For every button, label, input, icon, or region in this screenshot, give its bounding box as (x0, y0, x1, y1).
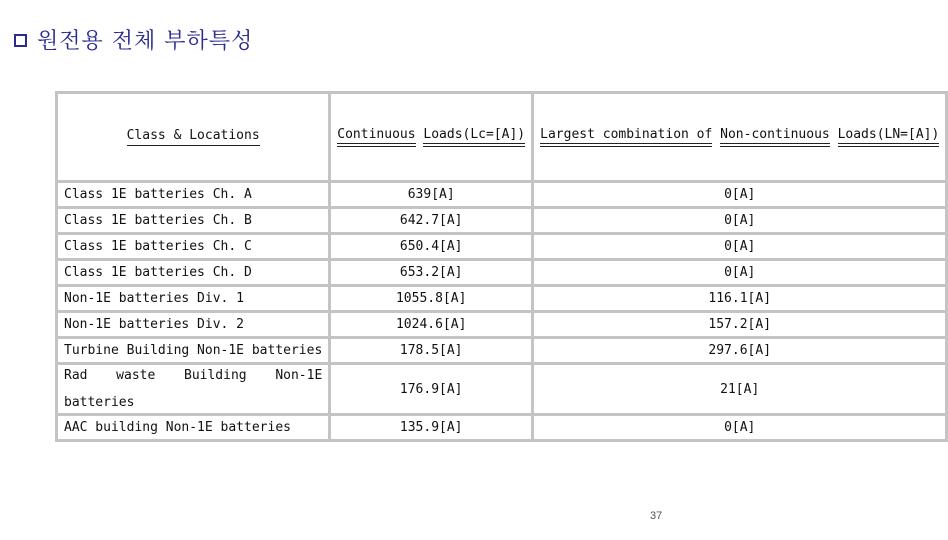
row-location-tail: batteries (64, 395, 135, 410)
row-continuous: 650.4[A] (330, 234, 533, 260)
checkbox-bullet-icon (14, 34, 27, 47)
table-row (57, 208, 947, 234)
row-continuous: 1055.8[A] (330, 286, 533, 312)
row-location-word: waste (116, 368, 156, 383)
header-continuous-line1: Continuous (337, 126, 416, 142)
row-continuous: 176.9[A] (330, 364, 533, 415)
table-row (57, 415, 947, 441)
row-noncontinuous: 0[A] (533, 415, 947, 441)
slide-title (14, 24, 253, 55)
table-row (57, 312, 947, 338)
table-row (57, 338, 947, 364)
row-continuous: 642.7[A] (330, 208, 533, 234)
row-noncontinuous: 297.6[A] (533, 338, 947, 364)
row-location: Class 1E batteries Ch. A (57, 182, 330, 208)
row-noncontinuous: 0[A] (533, 260, 947, 286)
header-noncont-line1: Largest combination of (540, 126, 713, 142)
row-location-justified-line (64, 368, 322, 383)
page-number: 37 (650, 510, 663, 522)
row-continuous: 1024.6[A] (330, 312, 533, 338)
header-continuous-line2: Loads(Lc=[A]) (423, 126, 526, 142)
slide-title-text: 원전용 전체 부하특성 (37, 29, 254, 54)
row-location: Non-1E batteries Div. 1 (57, 286, 330, 312)
header-noncontinuous-loads (533, 93, 947, 182)
row-noncontinuous: 0[A] (533, 182, 947, 208)
row-location-word: Non-1E (275, 368, 323, 383)
table-row (57, 286, 947, 312)
row-location: Class 1E batteries Ch. B (57, 208, 330, 234)
row-location-word: Rad (64, 368, 88, 383)
header-continuous-loads (330, 93, 533, 182)
row-location (57, 364, 330, 415)
row-location: AAC building Non-1E batteries (57, 415, 330, 441)
row-noncontinuous: 0[A] (533, 208, 947, 234)
header-noncont-line3: Loads(LN=[A]) (837, 126, 940, 142)
header-noncont-line2: Non-continuous (720, 126, 830, 142)
table-header-row (57, 93, 947, 182)
row-location: Non-1E batteries Div. 2 (57, 312, 330, 338)
row-location: Class 1E batteries Ch. C (57, 234, 330, 260)
table-row (57, 364, 947, 415)
row-location: Turbine Building Non-1E batteries (57, 338, 330, 364)
row-location-word: Building (184, 368, 247, 383)
row-noncontinuous: 21[A] (533, 364, 947, 415)
row-noncontinuous: 157.2[A] (533, 312, 947, 338)
table-row (57, 260, 947, 286)
load-characteristics-table (55, 91, 948, 442)
row-continuous: 653.2[A] (330, 260, 533, 286)
table-row (57, 182, 947, 208)
header-class-locations-label: Class & Locations (127, 128, 260, 146)
header-class-locations (57, 93, 330, 182)
row-continuous: 639[A] (330, 182, 533, 208)
row-continuous: 135.9[A] (330, 415, 533, 441)
row-location: Class 1E batteries Ch. D (57, 260, 330, 286)
row-noncontinuous: 0[A] (533, 234, 947, 260)
row-continuous: 178.5[A] (330, 338, 533, 364)
table-row (57, 234, 947, 260)
row-noncontinuous: 116.1[A] (533, 286, 947, 312)
